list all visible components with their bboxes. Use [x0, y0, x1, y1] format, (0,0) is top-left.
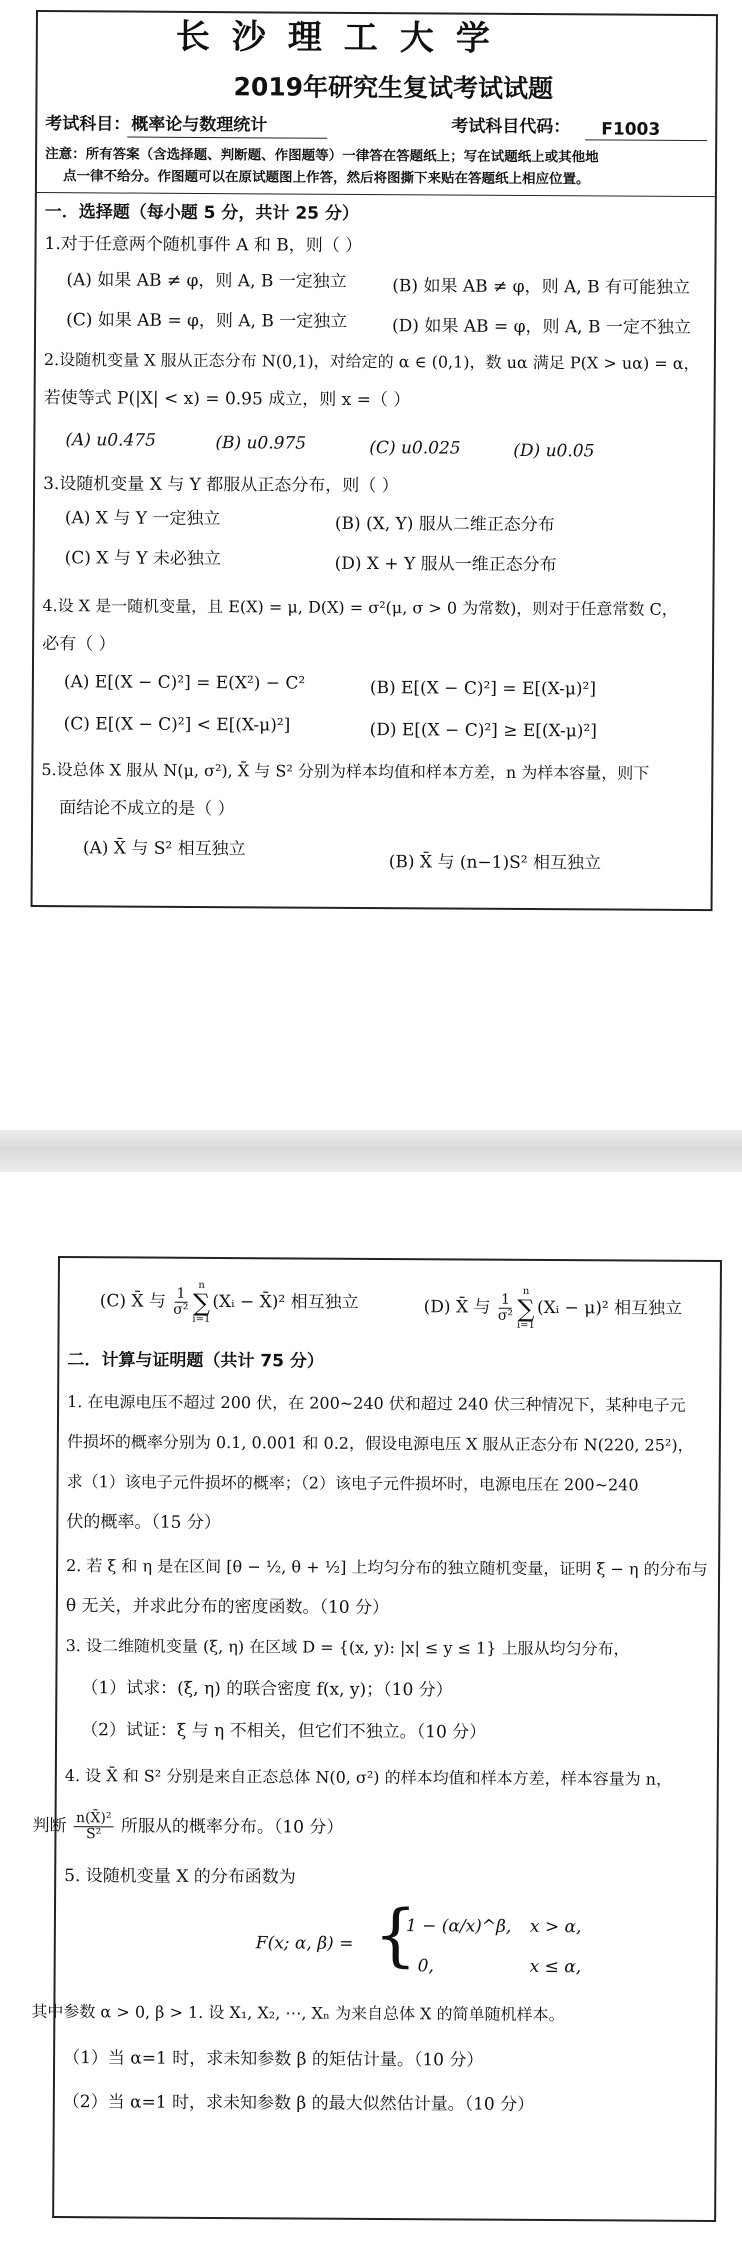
p5-line-2: 其中参数 α > 0, β > 1. 设 X₁, X₂, ⋯, Xₙ 为来自总体 X 的简单随机样本。	[31, 2001, 565, 2025]
exam-page-2	[0, 1172, 742, 2248]
code-label: 考试科目代码：	[451, 116, 571, 138]
q5-stem-line-1: 5.设总体 X 服从 N(μ, σ²), X̄ 与 S² 分别为样本均值和样本方差，n 为样本容量，则下	[41, 760, 650, 783]
note-line-2: 点一律不给分。作图题可以在原试题图上作答，然后将图撕下来贴在答题纸上相应位置。	[62, 168, 590, 188]
university-name: 长沙理工大学	[175, 16, 512, 59]
subject-label: 考试科目：	[45, 114, 131, 135]
subject-underline	[127, 137, 327, 139]
q5d-suffix: 相互独立	[614, 1298, 683, 1319]
subject-value: 概率论与数理统计	[131, 114, 268, 136]
q5d-fraction	[498, 1293, 513, 1324]
q1-stem: 1.对于任意两个随机事件 A 和 B，则（ ）	[44, 234, 363, 256]
p5-line-1: 5. 设随机变量 X 的分布函数为	[64, 1866, 296, 1888]
p4-frac-den: S²	[85, 1826, 102, 1843]
left-brace-icon: {	[373, 1895, 418, 1976]
p5-case-1-value: 1 − (α/x)^β,	[405, 1916, 512, 1937]
q5c-frac-den: σ²	[173, 1301, 189, 1318]
q5-option-b: (B) X̄ 与 (n−1)S² 相互独立	[388, 852, 602, 874]
p5-line-4: （2）当 α=1 时，求未知参数 β 的最大似然估计量。（10 分）	[62, 2092, 535, 2115]
q4-option-d: (D) E[(X − C)²] ≥ E[(X-μ)²]	[369, 720, 597, 742]
code-value: F1003	[601, 119, 661, 140]
q5d-frac-num: 1	[499, 1293, 512, 1309]
p1-line-4: 伏的概率。（15 分）	[66, 1512, 221, 1533]
code-underline	[585, 139, 707, 141]
q5-option-c	[100, 1278, 359, 1330]
exam-title: 2019年研究生复试考试试题	[233, 72, 554, 104]
section-2-title: 二．计算与证明题（共计 75 分）	[67, 1350, 324, 1372]
p5-case-2-value: 0,	[417, 1956, 434, 1977]
p5-case-1-cond: x > α,	[529, 1916, 582, 1938]
p4-line-2	[32, 1804, 343, 1852]
q3-option-a: (A) X 与 Y 一定独立	[64, 508, 221, 530]
q5c-fraction	[173, 1287, 188, 1318]
q3-option-d: (D) X + Y 服从一维正态分布	[334, 553, 557, 576]
q3-option-c: (C) X 与 Y 未必独立	[64, 548, 221, 570]
q2-option-d: (D) u0.05	[513, 440, 595, 462]
p3-line-2: （1）试求：(ξ, η) 的联合密度 f(x, y)；（10 分）	[81, 1678, 453, 1701]
q4-stem-line-1: 4.设 X 是一随机变量，且 E(X) = μ, D(X) = σ²(μ, σ > 0 为常数)，则对于任意常数 C，	[42, 596, 678, 619]
p5-case-2-cond: x ≤ α,	[529, 1956, 582, 1978]
q5d-sum-upper: n	[522, 1285, 530, 1297]
p4-prefix: 判断	[32, 1815, 67, 1837]
q5d-sum-lower: i=1	[516, 1319, 535, 1331]
page-2-border	[31, 1256, 722, 2222]
q3-option-b: (B) (X, Y) 服从二维正态分布	[334, 513, 555, 536]
page-separator	[0, 1130, 742, 1172]
q5-stem-line-2: 面结论不成立的是（ ）	[59, 798, 235, 820]
q5c-sum	[192, 1280, 210, 1324]
q5c-sum-upper: n	[198, 1279, 205, 1291]
p3-line-3: （2）试证：ξ 与 η 不相关，但它们不独立。（10 分）	[81, 1720, 487, 1743]
q5c-suffix: 相互独立	[290, 1292, 359, 1313]
p4-fraction	[74, 1811, 114, 1842]
sum-sigma-icon: ∑	[192, 1288, 211, 1317]
q4-option-b: (B) E[(X − C)²] = E[(X-μ)²]	[369, 678, 597, 700]
p2-line-1: 2. 若 ξ 和 η 是在区间 [θ − ½, θ + ½] 上均匀分布的独立随机变量，证明 ξ − η 的分布与	[66, 1556, 708, 1579]
q5c-sum-expr: (Xᵢ − X̄)²	[212, 1291, 286, 1313]
p5-line-3: （1）当 α=1 时，求未知参数 β 的矩估计量。（10 分）	[63, 2048, 484, 2071]
q2-option-b: (B) u0.975	[215, 433, 307, 454]
q5d-prefix: (D) X̄ 与	[423, 1297, 491, 1318]
q1-option-b: (B) 如果 AB ≠ φ，则 A, B 有可能独立	[392, 276, 691, 299]
q5-option-a: (A) X̄ 与 S² 相互独立	[82, 838, 246, 860]
q5d-sum	[517, 1286, 535, 1330]
q4-option-a: (A) E[(X − C)²] = E(X²) − C²	[63, 672, 306, 694]
page-1-border	[31, 10, 718, 911]
q1-option-d: (D) 如果 AB = φ，则 A, B 一定不独立	[392, 316, 691, 339]
p4-suffix: 所服从的概率分布。（10 分）	[120, 1816, 344, 1838]
p2-line-2: θ 无关，并求此分布的密度函数。（10 分）	[65, 1596, 390, 1619]
p1-line-1: 1. 在电源电压不超过 200 伏，在 200~240 伏和超过 240 伏三种情况下，某种电子元	[67, 1392, 686, 1415]
q2-option-c: (C) u0.025	[369, 438, 461, 459]
q5c-frac-num: 1	[174, 1287, 187, 1303]
header-divider	[37, 192, 717, 197]
p4-frac-num: n(X̄)²	[74, 1811, 114, 1827]
p4-line-1: 4. 设 X̄ 和 S² 分别是来自正态总体 N(0, σ²) 的样本均值和样本方差，样本容量为 n，	[64, 1766, 673, 1789]
note-line-1: 注意：所有答案（含选择题、判断题、作图题等）一律答在答题纸上；写在试题纸上或其他地	[45, 146, 599, 166]
section-1-title: 一．选择题（每小题 5 分，共计 25 分）	[44, 202, 359, 224]
p5-f-lhs: F(x; α, β) =	[255, 1933, 354, 1954]
q4-stem-line-2: 必有（ ）	[42, 634, 116, 655]
q5d-frac-den: σ²	[497, 1307, 514, 1324]
q2-stem-line-2: 若使等式 P(|X| < x) = 0.95 成立，则 x =（ ）	[43, 388, 411, 411]
p3-line-1: 3. 设二维随机变量 (ξ, η) 在区域 D = {(x, y): |x| ≤ y ≤ 1} 上服从均匀分布，	[65, 1636, 630, 1659]
p1-line-2: 件损坏的概率分别为 0.1, 0.001 和 0.2，假设电源电压 X 服从正态分布 N(220, 25²)，	[66, 1432, 694, 1455]
q1-option-a: (A) 如果 AB ≠ φ，则 A, B 一定独立	[66, 270, 347, 292]
q2-stem-line-1: 2.设随机变量 X 服从正态分布 N(0,1)，对给定的 α ∈ (0,1)，数 uα 满足 P(X > uα) = α，	[43, 350, 700, 374]
sum-sigma-icon: ∑	[517, 1294, 535, 1323]
q5d-sum-expr: (Xᵢ − μ)²	[536, 1297, 609, 1319]
q3-stem: 3.设随机变量 X 与 Y 都服从正态分布，则（ ）	[43, 474, 399, 497]
q4-option-c: (C) E[(X − C)²] < E[(X-μ)²]	[63, 714, 291, 736]
q5c-prefix: (C) X̄ 与	[99, 1291, 166, 1312]
q2-option-a: (A) u0.475	[65, 430, 156, 451]
q1-option-c: (C) 如果 AB = φ，则 A, B 一定独立	[66, 310, 348, 332]
q5-option-d	[424, 1284, 683, 1336]
p1-line-3: 求（1）该电子元件损坏的概率；（2）该电子元件损坏时，电源电压在 200~240	[66, 1472, 639, 1495]
q5c-sum-lower: i=1	[192, 1313, 211, 1325]
